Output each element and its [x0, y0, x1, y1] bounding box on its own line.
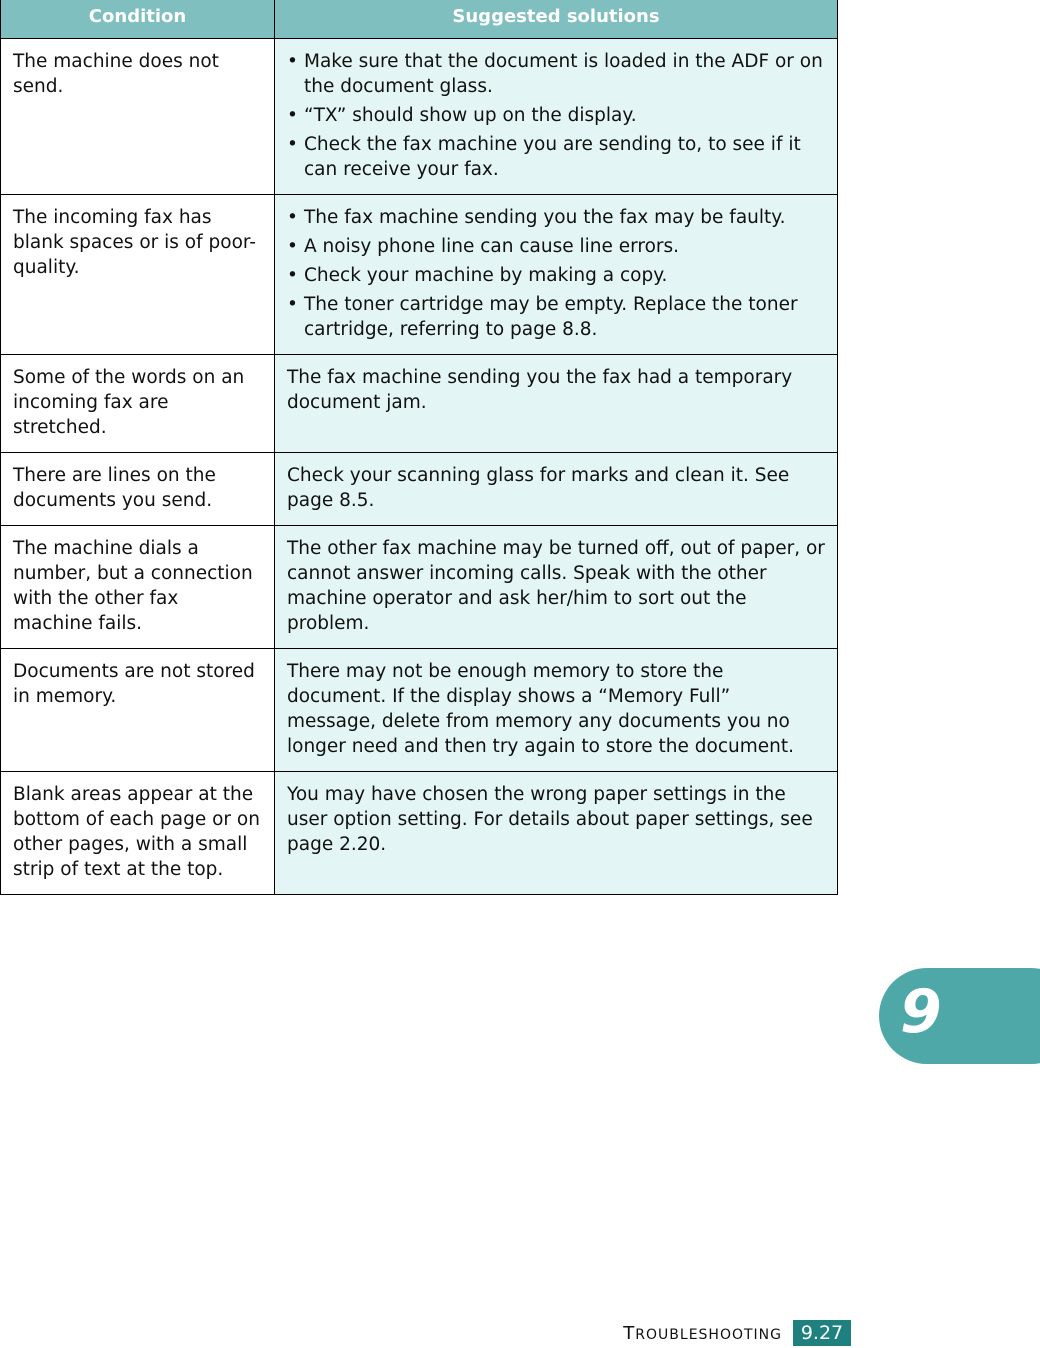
- solution-cell: You may have chosen the wrong paper settings in the user option setting. For details about paper settings, see page 2.20.: [275, 772, 838, 895]
- solution-list: [287, 49, 825, 182]
- table-header-row: [1, 0, 838, 39]
- table-row: [1, 453, 838, 526]
- table-row: [1, 649, 838, 772]
- footer-section-initial: T: [623, 1323, 636, 1344]
- condition-cell: Documents are not stored in memory.: [1, 649, 275, 772]
- list-item: • Check your machine by making a copy.: [287, 263, 825, 288]
- table-row: [1, 39, 838, 195]
- footer-section-rest: ROUBLESHOOTING: [635, 1327, 782, 1343]
- list-item: • The fax machine sending you the fax may be faulty.: [287, 205, 825, 230]
- table-row: [1, 355, 838, 453]
- condition-cell: There are lines on the documents you send.: [1, 453, 275, 526]
- header-solutions: Suggested solutions: [275, 0, 838, 39]
- condition-cell: The incoming fax has blank spaces or is of poor-quality.: [1, 195, 275, 355]
- list-item: • A noisy phone line can cause line errors.: [287, 234, 825, 259]
- list-item: • Make sure that the document is loaded in the ADF or on the document glass.: [287, 49, 825, 99]
- solution-list: [287, 205, 825, 342]
- header-condition: Condition: [1, 0, 275, 39]
- solution-cell: The fax machine sending you the fax had a temporary document jam.: [275, 355, 838, 453]
- condition-cell: Some of the words on an incoming fax are stretched.: [1, 355, 275, 453]
- condition-cell: The machine does not send.: [1, 39, 275, 195]
- solution-cell: There may not be enough memory to store the document. If the display shows a “Memory Full” message, delete from memory any documents you no longer need and then try again to store the document.: [275, 649, 838, 772]
- solution-cell: Check your scanning glass for marks and clean it. See page 8.5.: [275, 453, 838, 526]
- chapter-number: 9: [900, 977, 942, 1047]
- list-item: • The toner cartridge may be empty. Replace the toner cartridge, referring to page 8.8.: [287, 292, 825, 342]
- list-item: • “TX” should show up on the display.: [287, 103, 825, 128]
- table-row: [1, 772, 838, 895]
- condition-cell: Blank areas appear at the bottom of each page or on other pages, with a small strip of text at the top.: [1, 772, 275, 895]
- list-item: • Check the fax machine you are sending to, to see if it can receive your fax.: [287, 132, 825, 182]
- solution-cell: The other fax machine may be turned off, out of paper, or cannot answer incoming calls. Speak with the other machine operator and ask her/him to sort out the problem.: [275, 526, 838, 649]
- footer-section-label: [623, 1323, 782, 1344]
- solution-cell: [275, 39, 838, 195]
- table-row: [1, 526, 838, 649]
- table-row: [1, 195, 838, 355]
- solution-cell: [275, 195, 838, 355]
- page-number: 9.27: [793, 1320, 851, 1346]
- condition-cell: The machine dials a number, but a connection with the other fax machine fails.: [1, 526, 275, 649]
